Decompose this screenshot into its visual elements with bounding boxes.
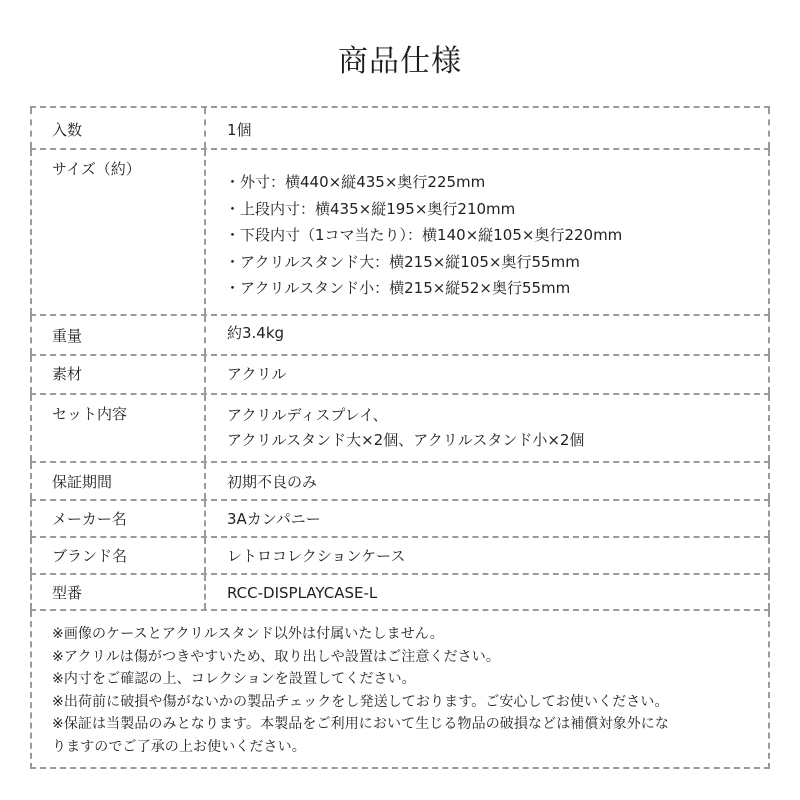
spec-label: セット内容	[30, 395, 206, 461]
set-contents-line: アクリルスタンド大×2個、アクリルスタンド小×2個	[227, 431, 585, 449]
spec-value-list	[206, 150, 770, 314]
note-line: ※アクリルは傷がつきやすいため、取り出しや設置はご注意ください。	[52, 648, 500, 665]
notes-box	[30, 611, 770, 769]
spec-row-warranty	[30, 463, 770, 501]
note-line: ※画像のケースとアクリルスタンド以外は付属いたしません。	[52, 626, 444, 642]
spec-value: レトロコレクションケース	[206, 538, 770, 573]
spec-row-weight	[30, 316, 770, 356]
spec-row-model	[30, 575, 770, 611]
note-line: ※保証は当製品のみとなります。本製品をご利用において生じる物品の破損などは補償対象外にな	[52, 716, 670, 732]
note-line: ※内寸をご確認の上、コレクションを設置してください。	[52, 671, 416, 687]
size-line: ・下段内寸（1コマ当たり）：横140×縦105×奥行220mm	[225, 226, 623, 244]
spec-label: サイズ（約）	[30, 150, 206, 314]
spec-value: 約3.4kg	[206, 316, 770, 354]
spec-value: 1個	[206, 108, 770, 148]
spec-table	[30, 106, 770, 611]
spec-label: 入数	[30, 108, 206, 148]
size-line: ・アクリルスタンド小：横215×縦52×奥行55mm	[225, 279, 571, 297]
spec-label: 型番	[30, 575, 206, 609]
spec-value: 3Aカンパニー	[206, 501, 770, 536]
spec-label: メーカー名	[30, 501, 206, 536]
spec-value-list	[206, 395, 770, 461]
spec-row-maker	[30, 501, 770, 538]
spec-value: アクリル	[206, 356, 770, 393]
note-line: りますのでご了承の上お使いください。	[52, 738, 306, 755]
size-line: ・アクリルスタンド大：横215×縦105×奥行55mm	[225, 252, 580, 271]
spec-row-quantity	[30, 108, 770, 150]
spec-value: 初期不良のみ	[206, 463, 770, 499]
page-title: 商品仕様	[338, 44, 462, 79]
spec-label: ブランド名	[30, 538, 206, 573]
spec-row-material	[30, 356, 770, 395]
spec-label: 素材	[30, 356, 206, 393]
size-line: ・外寸：横440×縦435×奥行225mm	[225, 173, 486, 191]
size-line: ・上段内寸：横435×縦195×奥行210mm	[225, 199, 516, 218]
spec-value: RCC-DISPLAYCASE-L	[206, 575, 770, 609]
set-contents-line: アクリルディスプレイ、	[227, 406, 388, 424]
spec-label: 重量	[30, 316, 206, 354]
spec-row-brand	[30, 538, 770, 575]
note-line: ※出荷前に破損や傷がないかの製品チェックをし発送しております。ご安心してお使いください。	[52, 693, 669, 710]
spec-label: 保証期間	[30, 463, 206, 499]
spec-row-set-contents	[30, 395, 770, 463]
spec-row-size	[30, 150, 770, 316]
